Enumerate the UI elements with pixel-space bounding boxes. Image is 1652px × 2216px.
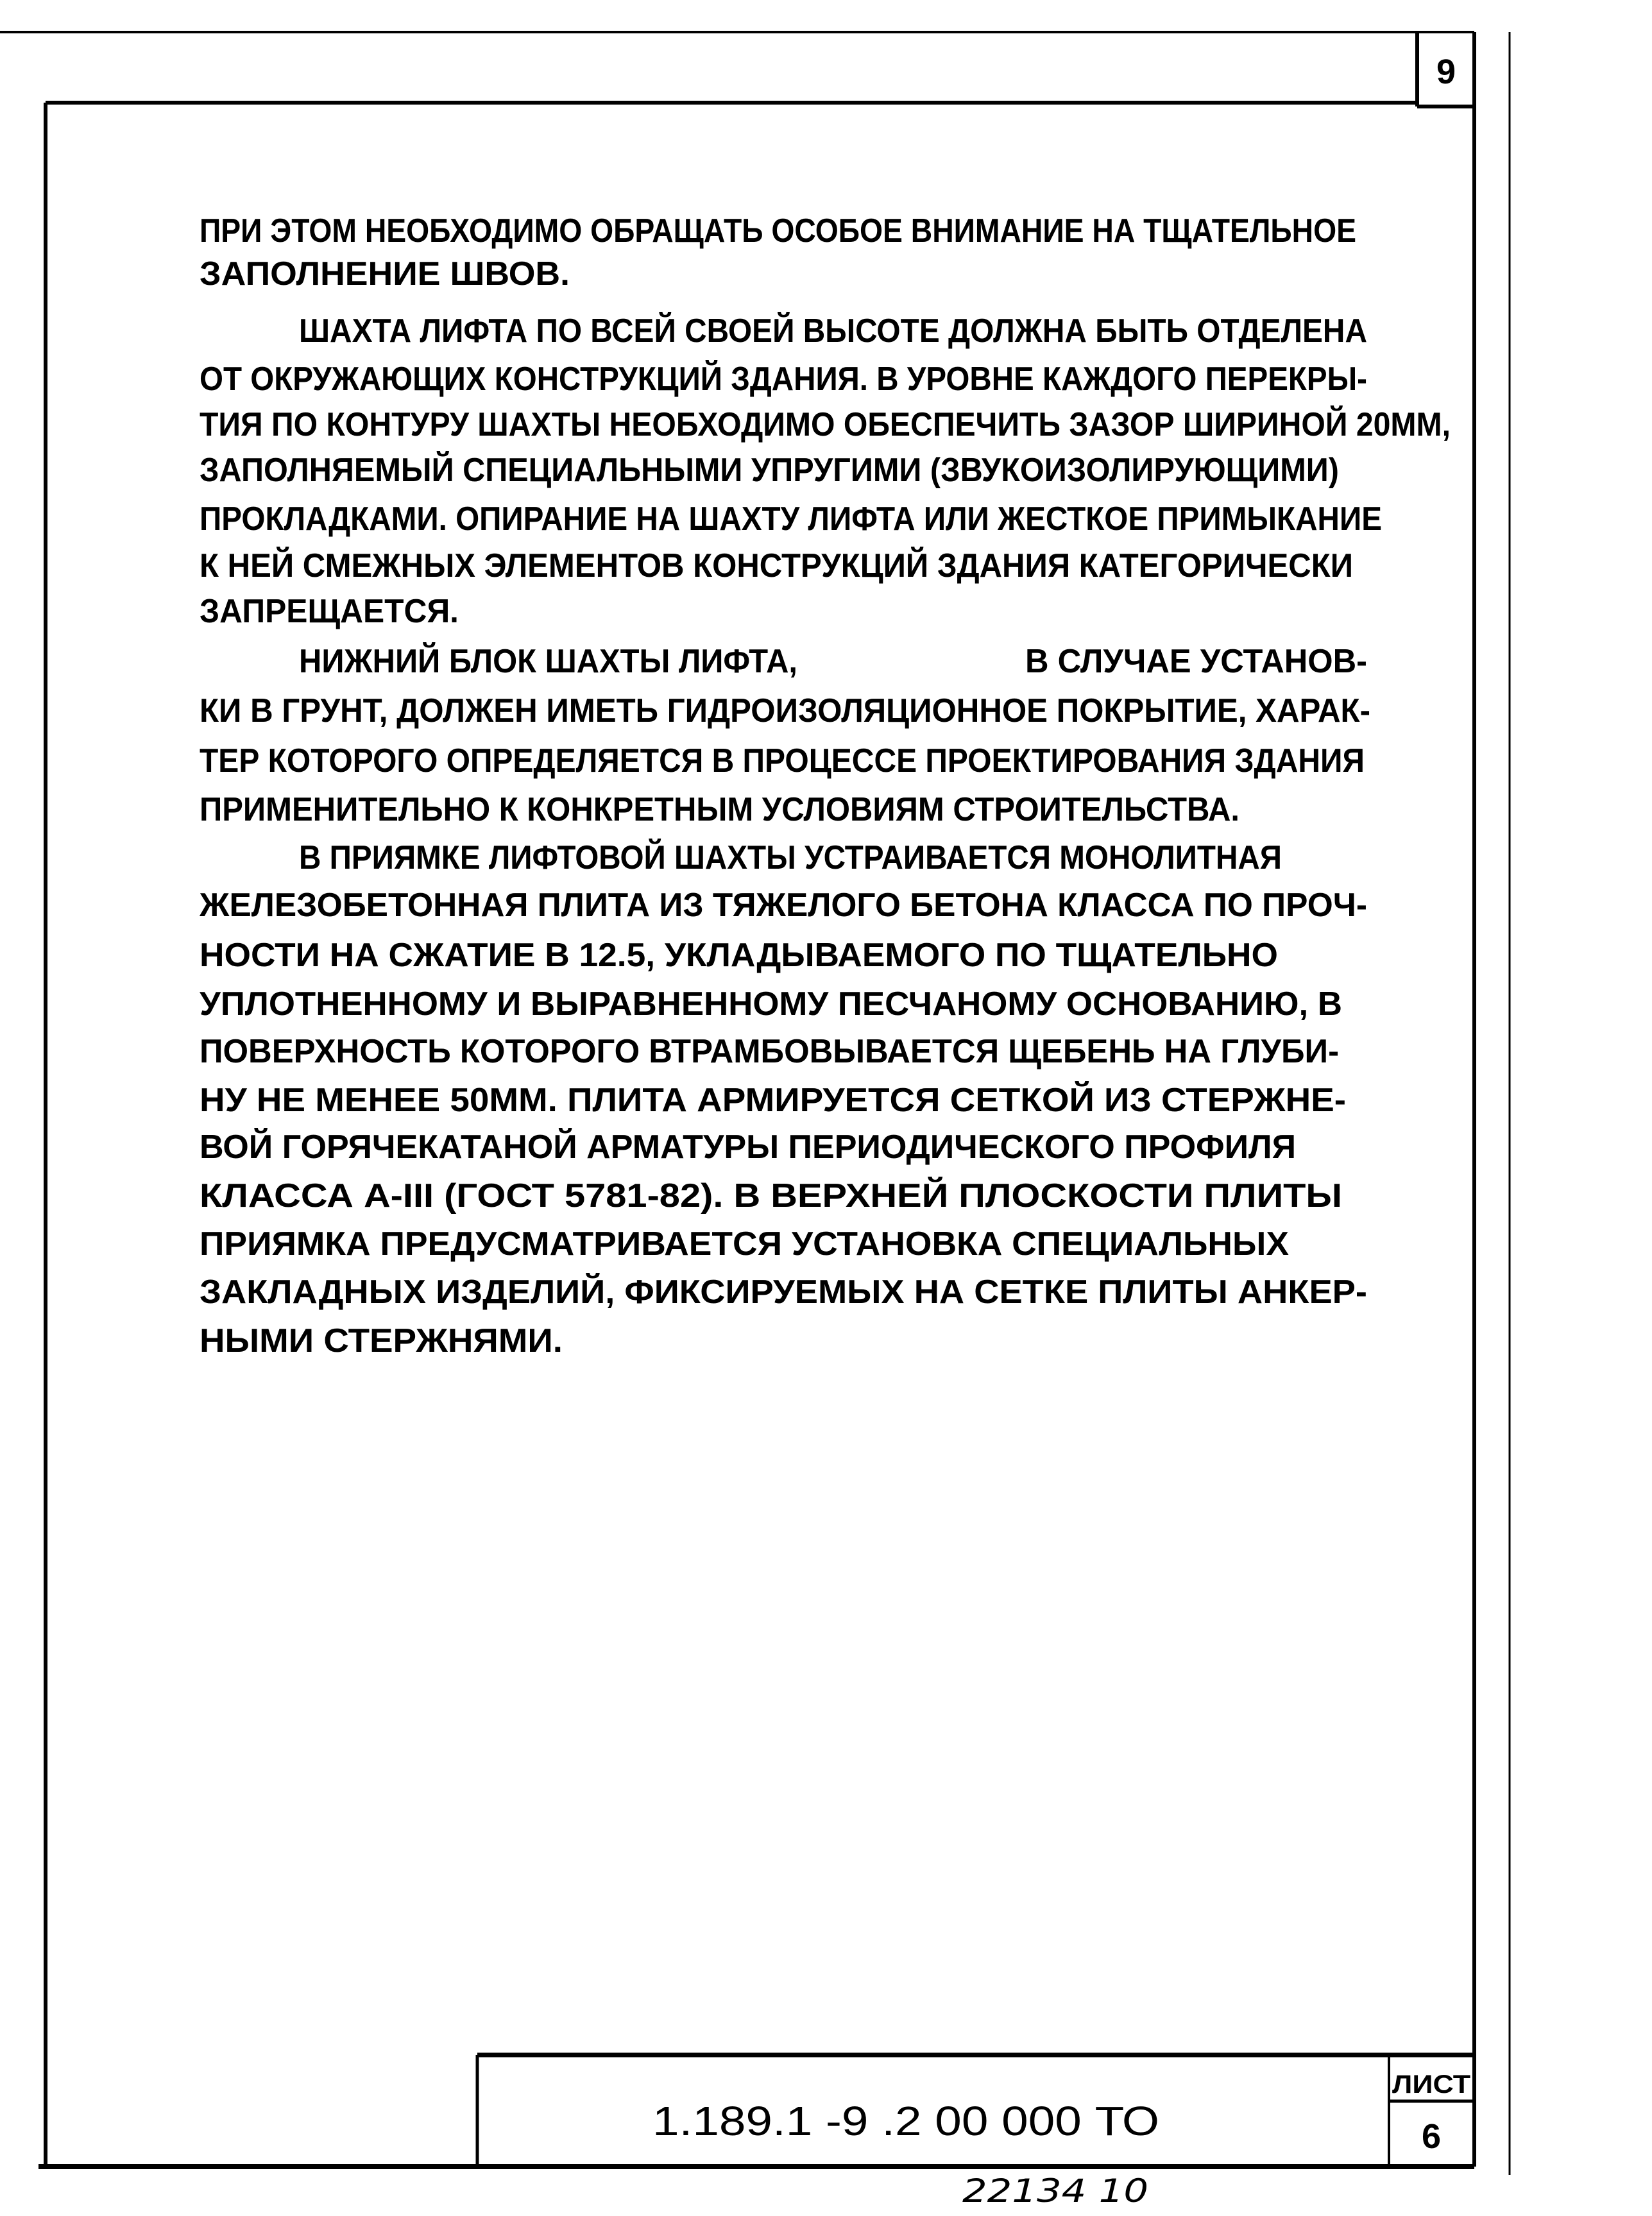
text-line: ЗАПРЕЩАЕТСЯ.	[200, 593, 459, 630]
text-line: ПРИ ЭТОМ НЕОБХОДИМО ОБРАЩАТЬ ОСОБОЕ ВНИМАНИЕ НА ТЩАТЕЛЬНОЕ	[200, 212, 1356, 250]
body-text	[199, 212, 1551, 1359]
text-line: ПОВЕРХНОСТЬ КОТОРОГО ВТРАМБОВЫВАЕТСЯ ЩЕБЕНЬ НА ГЛУБИ-	[200, 1033, 1339, 1070]
text-line: ВОЙ ГОРЯЧЕКАТАНОЙ АРМАТУРЫ ПЕРИОДИЧЕСКОГО ПРОФИЛЯ	[200, 1129, 1295, 1166]
text-line: ПРИЯМКА ПРЕДУСМАТРИВАЕТСЯ УСТАНОВКА СПЕЦИАЛЬНЫХ	[200, 1225, 1290, 1263]
text-line: К НЕЙ СМЕЖНЫХ ЭЛЕМЕНТОВ КОНСТРУКЦИЙ ЗДАНИЯ КАТЕГОРИЧЕСКИ	[200, 547, 1421, 584]
text-line: ЗАПОЛНЕНИЕ ШВОВ.	[200, 255, 570, 293]
text-line: НИЖНИЙ БЛОК ШАХТЫ ЛИФТА,	[299, 643, 830, 680]
handwritten-note: 22134 10	[962, 2172, 1148, 2210]
text-line: ЖЕЛЕЗОБЕТОННАЯ ПЛИТА ИЗ ТЯЖЕЛОГО БЕТОНА КЛАССА ПО ПРОЧ-	[199, 887, 1368, 924]
text-line: ЗАКЛАДНЫХ ИЗДЕЛИЙ, ФИКСИРУЕМЫХ НА СЕТКЕ ПЛИТЫ АНКЕР-	[200, 1274, 1318, 1311]
sheet-label: ЛИСТ	[1392, 2070, 1470, 2099]
text-line: ОТ ОКРУЖАЮЩИХ КОНСТРУКЦИЙ ЗДАНИЯ. В УРОВНЕ КАЖДОГО ПЕРЕКРЫ-	[200, 361, 1477, 398]
text-line: ТИЯ ПО КОНТУРУ ШАХТЫ НЕОБХОДИМО ОБЕСПЕЧИТЬ ЗАЗОР ШИРИНОЙ 20ММ,	[200, 406, 1551, 443]
text-line: НУ НЕ МЕНЕЕ 50ММ. ПЛИТА АРМИРУЕТСЯ СЕТКОЙ ИЗ СТЕРЖНЕ-	[200, 1082, 1288, 1119]
text-line: НЫМИ СТЕРЖНЯМИ.	[200, 1322, 563, 1359]
text-line: КЛАССА А-III (ГОСТ 5781-82). В ВЕРХНЕЙ ПЛОСКОСТИ ПЛИТЫ	[200, 1177, 1228, 1215]
text-line: КИ В ГРУНТ, ДОЛЖЕН ИМЕТЬ ГИДРОИЗОЛЯЦИОННОЕ ПОКРЫТИЕ, ХАРАК-	[200, 692, 1370, 729]
text-line: ПРИМЕНИТЕЛЬНО К КОНКРЕТНЫМ УСЛОВИЯМ СТРОИТЕЛЬСТВА.	[200, 791, 1239, 828]
text-line: ПРОКЛАДКАМИ. ОПИРАНИЕ НА ШАХТУ ЛИФТА ИЛИ ЖЕСТКОЕ ПРИМЫКАНИЕ	[200, 500, 1382, 538]
text-line: В СЛУЧАЕ УСТАНОВ-	[1025, 643, 1367, 680]
text-line: В ПРИЯМКЕ ЛИФТОВОЙ ШАХТЫ УСТРАИВАЕТСЯ МОНОЛИТНАЯ	[299, 839, 1372, 876]
sheet-number: 6	[1421, 2117, 1442, 2156]
text-line: ЗАПОЛНЯЕМЫЙ СПЕЦИАЛЬНЫМИ УПРУГИМИ (ЗВУКОИЗОЛИРУЮЩИМИ)	[200, 452, 1417, 489]
page-number: 9	[1436, 53, 1456, 91]
text-line: НОСТИ НА СЖАТИЕ В 12.5, УКЛАДЫВАЕМОГО ПО ТЩАТЕЛЬНО	[200, 937, 1279, 974]
text-line: УПЛОТНЕННОМУ И ВЫРАВНЕННОМУ ПЕСЧАНОМУ ОСНОВАНИЮ, В	[200, 985, 1342, 1023]
text-line: ТЕР КОТОРОГО ОПРЕДЕЛЯЕТСЯ В ПРОЦЕССЕ ПРОЕКТИРОВАНИЯ ЗДАНИЯ	[200, 742, 1365, 780]
document-code: 1.189.1 -9 .2 00 000 ТО	[652, 2098, 1159, 2144]
text-line: ШАХТА ЛИФТА ПО ВСЕЙ СВОЕЙ ВЫСОТЕ ДОЛЖНА БЫТЬ ОТДЕЛЕНА	[299, 312, 1461, 350]
